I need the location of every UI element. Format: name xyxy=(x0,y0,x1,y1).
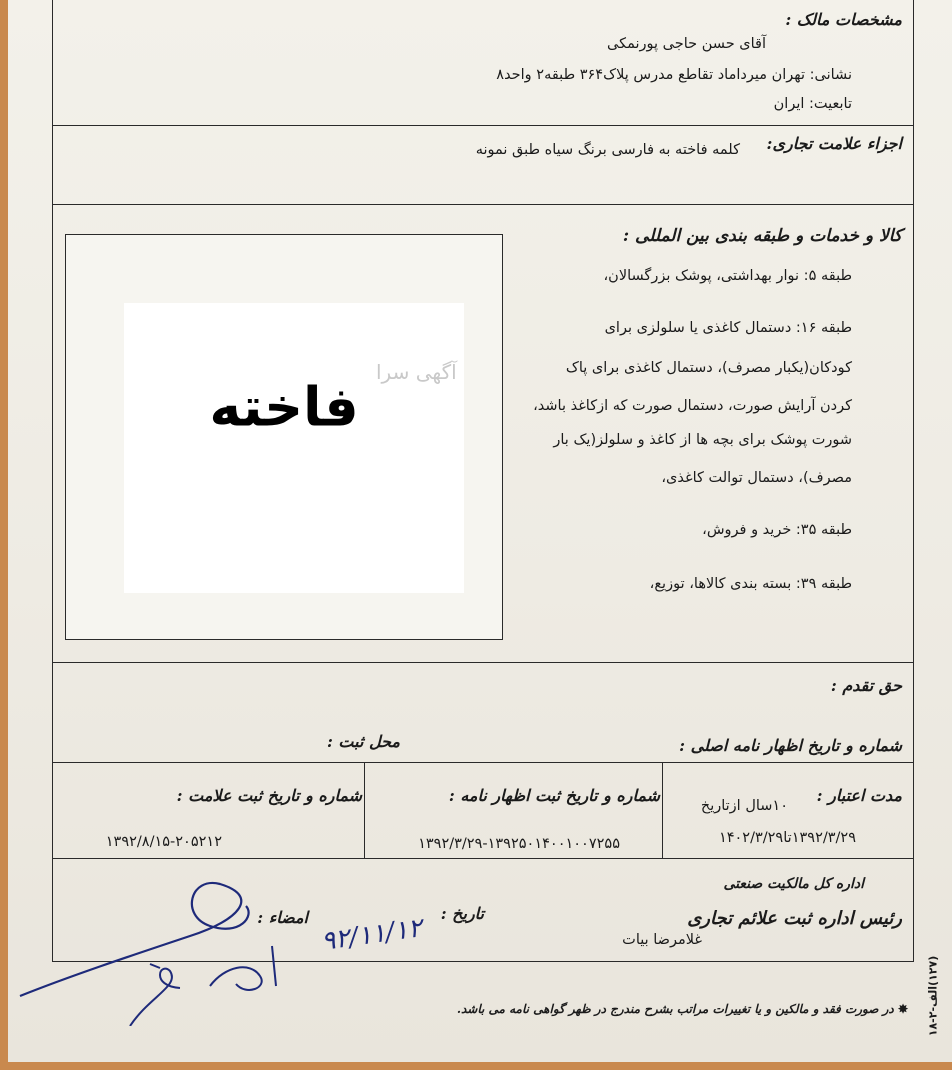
declaration-reg-label: شماره و تاریخ ثبت اظهار نامه : xyxy=(448,786,660,805)
form-code: (۱۲۷)الف-۲-۱۸ xyxy=(926,955,940,1037)
declaration-number-label: شماره و تاریخ اظهار نامه اصلی : xyxy=(679,736,902,755)
logo-sample-paper xyxy=(124,303,464,593)
goods-class-5: طبقه ۵: نوار بهداشتی، پوشک بزرگسالان، xyxy=(603,268,852,284)
priority-label: حق تقدم : xyxy=(830,676,902,695)
form-code-wrap xyxy=(918,936,948,1056)
divider-elements xyxy=(52,204,914,205)
signature-label: امضاء : xyxy=(257,908,308,927)
watermark-text: آگهی سرا xyxy=(376,360,457,384)
goods-label: کالا و خدمات و طبقه بندی بین المللی : xyxy=(622,226,902,246)
footnote-bullet-icon: ✸ xyxy=(893,1002,908,1016)
registration-place-label: محل ثبت : xyxy=(326,732,400,751)
divider-goods xyxy=(52,662,914,663)
office-line1: اداره کل مالکیت صنعتی xyxy=(723,876,864,892)
handwritten-signature xyxy=(10,876,390,1026)
goods-class-39: طبقه ۳۹: بسته بندی کالاها، توزیع، xyxy=(649,576,852,592)
divider-declaration xyxy=(52,762,914,763)
goods-class-16-line4: شورت پوشک برای بچه ها از کاغذ و سلولز(یک بار xyxy=(553,432,852,448)
mark-reg-label: شماره و تاریخ ثبت علامت : xyxy=(176,786,362,805)
footnote xyxy=(457,1002,908,1016)
declaration-reg-value: ۱۳۹۲/۳/۲۹-۱۳۹۲۵۰۱۴۰۰۱۰۰۷۲۵۵ xyxy=(418,836,620,852)
validity-label: مدت اعتبار : xyxy=(816,786,902,805)
owner-label: مشخصات مالک : xyxy=(785,10,902,29)
divider-registration xyxy=(52,858,914,859)
goods-class-16-line3: کردن آرایش صورت، دستمال صورت که ازکاغذ باشد، xyxy=(533,398,852,414)
goods-class-16-line1: طبقه ۱۶: دستمال کاغذی یا سلولزی برای xyxy=(604,320,852,336)
mark-elements-label: اجزاء علامت تجاری: xyxy=(766,134,902,153)
mark-elements-value: کلمه فاخته به فارسی برنگ سیاه طبق نمونه xyxy=(475,142,740,158)
owner-address: نشانی: تهران میرداماد تقاطع مدرس پلاک۳۶۴ طبقه۲ واحد۸ xyxy=(496,67,852,83)
validity-line2: ۱۳۹۲/۳/۲۹تا۱۴۰۲/۳/۲۹ xyxy=(718,830,856,846)
divider-owner xyxy=(52,125,914,126)
logo-sample-box xyxy=(65,234,503,640)
divider-col-2 xyxy=(662,762,663,858)
validity-line1: ۱۰سال ازتاریخ xyxy=(700,798,788,814)
handwritten-date: ۹۲/۱۱/۱۲ xyxy=(319,913,424,957)
mark-reg-value: ۱۳۹۲/۸/۱۵-۲۰۵۲۱۲ xyxy=(105,834,222,850)
office-signatory: غلامرضا بیات xyxy=(622,932,702,948)
goods-class-16-line5: مصرف)، دستمال توالت کاغذی، xyxy=(661,470,852,486)
footnote-text: در صورت فقد و مالکین و یا تغییرات مراتب بشرح مندرج در ظهر گواهی نامه می باشد. xyxy=(456,1002,894,1016)
owner-name: آقای حسن حاجی پورنمکی xyxy=(607,36,766,52)
goods-class-16-line2: کودکان(یکبار مصرف)، دستمال کاغذی برای پاک xyxy=(565,360,852,376)
logo-word: فاخته xyxy=(209,375,359,439)
owner-nationality: تابعیت: ایران xyxy=(773,96,852,112)
office-line2: رئیس اداره ثبت علائم تجاری xyxy=(687,908,902,929)
date-label: تاریخ : xyxy=(440,904,484,923)
divider-col-1 xyxy=(364,762,365,858)
goods-class-35: طبقه ۳۵: خرید و فروش، xyxy=(702,522,852,538)
